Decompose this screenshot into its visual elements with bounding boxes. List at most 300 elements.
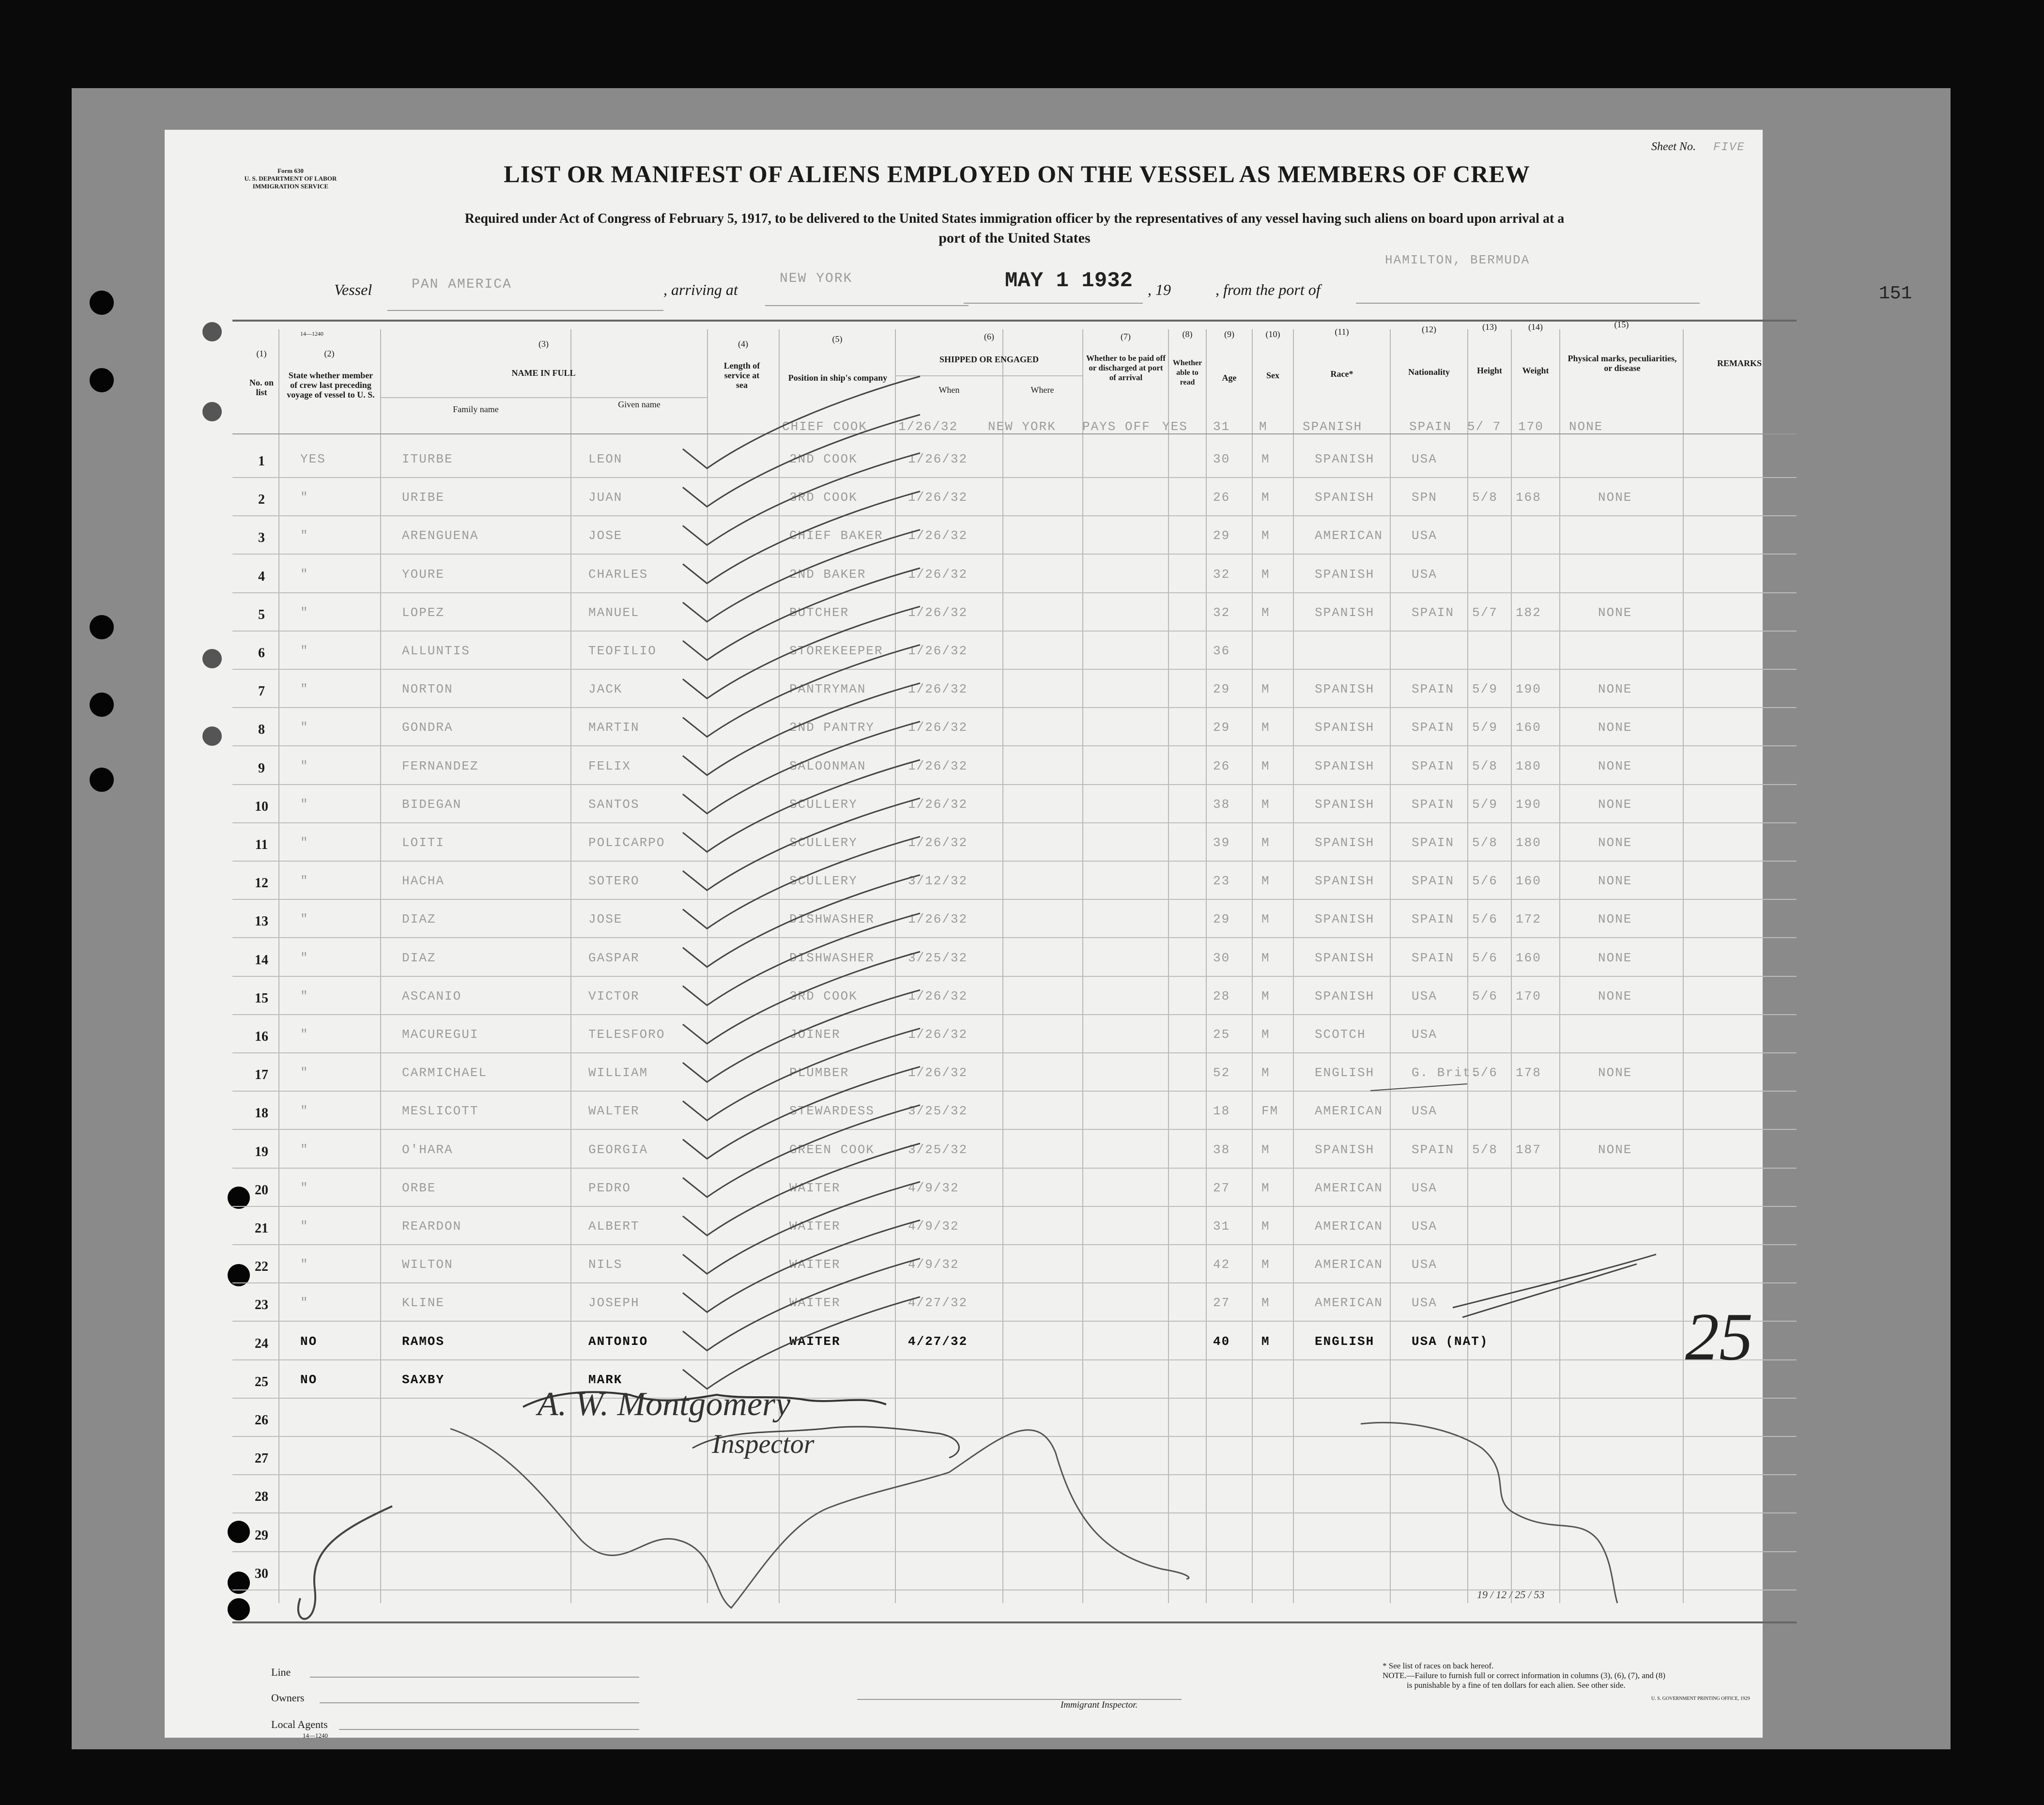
- fine-note: is punishable by a fine of ten dollars for each alien. See other side.: [1407, 1681, 1626, 1690]
- cell-sex: M: [1261, 1257, 1270, 1272]
- cell-when: 1/26/32: [908, 644, 968, 658]
- cell-sex: M: [1261, 1027, 1270, 1042]
- family-name-header: Family name: [453, 404, 499, 414]
- cell-prev: ": [300, 1027, 309, 1042]
- arriving-value: NEW YORK: [780, 271, 853, 286]
- row-rule: [232, 1321, 1797, 1322]
- cell-when: 1/26/32: [908, 912, 968, 927]
- row-number: 15: [255, 990, 268, 1006]
- vessel-value: PAN AMERICA: [412, 277, 512, 292]
- cell-family: RAMOS: [402, 1334, 445, 1349]
- binder-hole: [90, 693, 114, 717]
- row-rule: [232, 1014, 1797, 1015]
- cell-given: LEON: [588, 452, 623, 466]
- date-underline: [964, 303, 1143, 304]
- row-number: 29: [255, 1527, 268, 1543]
- cell-given: WALTER: [588, 1104, 640, 1119]
- cell-family: LOPEZ: [402, 605, 445, 620]
- cell-sex: M: [1261, 1296, 1270, 1311]
- cell-nationality: USA: [1412, 452, 1437, 466]
- row-number: 3: [258, 530, 265, 546]
- cell-weight: 172: [1516, 912, 1541, 927]
- cell-prev: ": [300, 835, 309, 850]
- cell-race: AMERICAN: [1315, 1219, 1383, 1234]
- handwritten-tally: 19 / 12 / 25 / 53: [1477, 1589, 1545, 1601]
- cell-prev: ": [300, 1219, 309, 1234]
- cell-height: 5/6: [1472, 988, 1498, 1003]
- failure-note: NOTE.—Failure to furnish full or correct information in columns (3), (6), (7), and (8): [1383, 1671, 1665, 1680]
- cell-nationality: USA (NAT): [1412, 1334, 1489, 1349]
- row-rule: [232, 1589, 1797, 1590]
- row-number: 26: [255, 1413, 268, 1428]
- cell-sex: M: [1261, 874, 1270, 889]
- col-7-number: (7): [1121, 332, 1131, 341]
- row-number: 17: [255, 1067, 268, 1083]
- row-rule: [232, 937, 1797, 938]
- top-position: CHIEF COOK: [782, 419, 868, 434]
- cell-prev: ": [300, 490, 309, 505]
- binder-hole: [202, 402, 222, 421]
- cell-when: 1/26/32: [908, 452, 968, 466]
- cell-weight: 160: [1516, 874, 1541, 889]
- cell-height: 5/6: [1472, 912, 1498, 927]
- cell-prev: NO: [300, 1334, 318, 1349]
- from-value: HAMILTON, BERMUDA: [1385, 253, 1530, 267]
- cell-age: 30: [1213, 452, 1230, 466]
- cell-when: 3/25/32: [908, 1142, 968, 1157]
- cell-when: 1/26/32: [908, 835, 968, 850]
- cell-marks: NONE: [1598, 720, 1632, 735]
- col-15-header: Physical marks, peculiarities, or disease: [1568, 354, 1677, 373]
- cell-prev: ": [300, 605, 309, 620]
- footer-line-rule: [310, 1677, 639, 1678]
- cell-family: URIBE: [402, 490, 445, 505]
- col-15-number: (15): [1614, 320, 1629, 329]
- cell-race: SPANISH: [1315, 758, 1375, 773]
- cell-family: ITURBE: [402, 452, 453, 466]
- row-number: 7: [258, 684, 265, 699]
- cell-sex: M: [1261, 605, 1270, 620]
- col-4-header: Length of service at sea: [723, 361, 760, 390]
- cell-height: 5/6: [1472, 1065, 1498, 1080]
- cell-age: 23: [1213, 874, 1230, 889]
- row-number: 21: [255, 1221, 268, 1236]
- cell-family: LOITI: [402, 835, 445, 850]
- row-number: 12: [255, 876, 268, 891]
- left-form-code: 14—1240: [300, 330, 323, 337]
- cell-given: SANTOS: [588, 797, 640, 812]
- footer-line-label: Line: [271, 1666, 291, 1678]
- cell-family: SAXBY: [402, 1372, 445, 1387]
- cell-prev: ": [300, 1065, 309, 1080]
- col-3-number: (3): [538, 339, 549, 349]
- row-number: 14: [255, 952, 268, 968]
- col-1-number: (1): [256, 349, 267, 358]
- cell-marks: NONE: [1598, 835, 1632, 850]
- row-rule: [232, 976, 1797, 977]
- cell-when: 3/25/32: [908, 1104, 968, 1119]
- cell-family: NORTON: [402, 682, 453, 697]
- cell-given: ANTONIO: [588, 1334, 648, 1349]
- row-rule: [232, 1244, 1797, 1245]
- cell-family: MESLICOTT: [402, 1104, 479, 1119]
- cell-age: 29: [1213, 720, 1230, 735]
- cell-nationality: SPAIN: [1412, 605, 1455, 620]
- col-1-header: No. on list: [249, 378, 274, 397]
- row-number: 13: [255, 914, 268, 929]
- row-rule: [232, 1474, 1797, 1475]
- row-number: 2: [258, 492, 265, 508]
- cell-when: 1/26/32: [908, 490, 968, 505]
- cell-sex: M: [1261, 528, 1270, 543]
- cell-prev: ": [300, 720, 309, 735]
- page-number: 151: [1879, 283, 1912, 304]
- cell-given: MANUEL: [588, 605, 640, 620]
- cell-sex: M: [1261, 567, 1270, 582]
- cell-prev: ": [300, 988, 309, 1003]
- cell-race: AMERICAN: [1315, 1257, 1383, 1272]
- cell-sex: M: [1261, 452, 1270, 466]
- row-number: 25: [255, 1374, 268, 1389]
- cell-given: NILS: [588, 1257, 623, 1272]
- cell-sex: M: [1261, 950, 1270, 965]
- cell-position: DISHWASHER: [789, 912, 875, 927]
- cell-age: 26: [1213, 490, 1230, 505]
- cell-height: 5/7: [1472, 605, 1498, 620]
- cell-given: MARK: [588, 1372, 623, 1387]
- cell-age: 38: [1213, 797, 1230, 812]
- sheet-value: FIVE: [1713, 141, 1745, 154]
- col-4-number: (4): [738, 339, 748, 349]
- cell-position: 3RD COOK: [789, 988, 858, 1003]
- inspector-label: Immigrant Inspector.: [1060, 1700, 1138, 1710]
- cell-nationality: USA: [1412, 1219, 1437, 1234]
- sheet-label: Sheet No.: [1651, 140, 1696, 153]
- cell-when: 4/27/32: [908, 1334, 968, 1349]
- top-when: 1/26/32: [898, 419, 958, 434]
- cell-given: JUAN: [588, 490, 623, 505]
- col-rule: [1467, 329, 1468, 1603]
- cell-age: 38: [1213, 1142, 1230, 1157]
- cell-sex: M: [1261, 797, 1270, 812]
- cell-sex: M: [1261, 835, 1270, 850]
- col-2-header: State whether member of crew last preceding voyage of vessel to U. S.: [287, 370, 375, 400]
- row-rule: [232, 477, 1797, 478]
- row-number: 9: [258, 760, 265, 776]
- cell-nationality: SPAIN: [1412, 912, 1455, 927]
- cell-race: AMERICAN: [1315, 528, 1383, 543]
- cell-race: AMERICAN: [1315, 1104, 1383, 1119]
- cell-marks: NONE: [1598, 912, 1632, 927]
- cell-family: BIDEGAN: [402, 797, 462, 812]
- subtitle-line-2: port of the United States: [938, 230, 1091, 246]
- row-number: 16: [255, 1029, 268, 1044]
- cell-height: 5/8: [1472, 1142, 1498, 1157]
- binder-hole: [228, 1598, 250, 1620]
- vessel-label: Vessel: [334, 281, 372, 298]
- col-13-number: (13): [1482, 322, 1497, 332]
- cell-position: JOINER: [789, 1027, 841, 1042]
- col-rule: [278, 329, 279, 1603]
- printer-note: U. S. GOVERNMENT PRINTING OFFICE, 1929: [1651, 1696, 1750, 1701]
- handwritten-inspector: Inspector: [712, 1429, 815, 1459]
- cell-prev: ": [300, 644, 309, 658]
- row-rule: [232, 784, 1797, 785]
- cell-marks: NONE: [1598, 1142, 1632, 1157]
- binder-hole: [202, 322, 222, 341]
- cell-when: 4/9/32: [908, 1257, 959, 1272]
- cell-when: 4/9/32: [908, 1219, 959, 1234]
- cell-given: ALBERT: [588, 1219, 640, 1234]
- cell-weight: 170: [1516, 988, 1541, 1003]
- cell-position: PLUMBER: [789, 1065, 849, 1080]
- cell-position: WAITER: [789, 1180, 841, 1195]
- col-8-number: (8): [1182, 329, 1193, 339]
- row-rule: [232, 1129, 1797, 1130]
- cell-family: ASCANIO: [402, 988, 462, 1003]
- row-number: 8: [258, 722, 265, 738]
- cell-marks: NONE: [1598, 988, 1632, 1003]
- cell-age: 18: [1213, 1104, 1230, 1119]
- cell-when: 1/26/32: [908, 758, 968, 773]
- cell-race: AMERICAN: [1315, 1180, 1383, 1195]
- cell-weight: 160: [1516, 950, 1541, 965]
- cell-race: ENGLISH: [1315, 1334, 1375, 1349]
- row-rule: [232, 745, 1797, 746]
- given-name-header: Given name: [618, 400, 661, 409]
- cell-marks: NONE: [1598, 1065, 1632, 1080]
- row-number: 28: [255, 1489, 268, 1505]
- form-identifier: [228, 167, 353, 190]
- cell-position: 3RD COOK: [789, 490, 858, 505]
- row-number: 22: [255, 1259, 268, 1275]
- cell-nationality: USA: [1412, 1257, 1437, 1272]
- service-name: IMMIGRATION SERVICE: [252, 183, 329, 190]
- table-bottom-border: [232, 1621, 1797, 1623]
- cell-family: ALLUNTIS: [402, 644, 470, 658]
- cell-age: 32: [1213, 567, 1230, 582]
- col-rule: [1390, 329, 1391, 1603]
- cell-family: YOURE: [402, 567, 445, 582]
- cell-position: BUTCHER: [789, 605, 849, 620]
- row-number: 18: [255, 1106, 268, 1121]
- subtitle-line-1: Required under Act of Congress of February 5, 1917, to be delivered to the United States immigration officer by the representatives of any vessel having such aliens on board upon arrival at a: [464, 211, 1565, 226]
- cell-race: SPANISH: [1315, 950, 1375, 965]
- cell-height: 5/8: [1472, 835, 1498, 850]
- cell-prev: ": [300, 797, 309, 812]
- col-rule: [1511, 329, 1512, 1603]
- date-stamp: MAY 1 1932: [1005, 269, 1133, 293]
- col-12-number: (12): [1422, 324, 1436, 334]
- row-rule: [232, 1052, 1797, 1053]
- cell-race: SPANISH: [1315, 988, 1375, 1003]
- col-7-header: Whether to be paid off or discharged at port of arrival: [1086, 354, 1166, 382]
- nineteen-label: , 19: [1148, 281, 1171, 298]
- col-rule: [1559, 329, 1560, 1603]
- row-number: 4: [258, 569, 265, 584]
- cell-given: JACK: [588, 682, 623, 697]
- cell-race: ENGLISH: [1315, 1065, 1375, 1080]
- cell-position: WAITER: [789, 1296, 841, 1311]
- cell-family: FERNANDEZ: [402, 758, 479, 773]
- row-rule: [232, 1091, 1797, 1092]
- cell-sex: M: [1261, 1219, 1270, 1234]
- top-age: 31: [1213, 419, 1230, 434]
- cell-family: CARMICHAEL: [402, 1065, 488, 1080]
- col-rule: [1002, 329, 1003, 1603]
- cell-age: 39: [1213, 835, 1230, 850]
- cell-age: 25: [1213, 1027, 1230, 1042]
- cell-family: HACHA: [402, 874, 445, 889]
- top-where: NEW YORK: [988, 419, 1056, 434]
- arriving-underline: [765, 305, 968, 306]
- cell-position: 2ND BAKER: [789, 567, 866, 582]
- row-number: 24: [255, 1336, 268, 1351]
- cell-family: GONDRA: [402, 720, 453, 735]
- col-10-header: Sex: [1266, 370, 1279, 380]
- col-rule: [1168, 329, 1169, 1603]
- row-rule: [232, 1551, 1797, 1552]
- cell-family: REARDON: [402, 1219, 462, 1234]
- cell-family: WILTON: [402, 1257, 453, 1272]
- cell-when: 1/26/32: [908, 567, 968, 582]
- cell-given: JOSE: [588, 912, 623, 927]
- row-rule: [232, 1282, 1797, 1283]
- col-8-header: Whether able to read: [1172, 359, 1202, 386]
- col-rule: [1252, 329, 1253, 1603]
- cell-nationality: USA: [1412, 1104, 1437, 1119]
- row-rule: [232, 1359, 1797, 1360]
- cell-position: WAITER: [789, 1334, 841, 1349]
- top-weight: 170: [1518, 419, 1544, 434]
- row-number: 10: [255, 799, 268, 814]
- cell-age: 27: [1213, 1296, 1230, 1311]
- cell-when: 1/26/32: [908, 1027, 968, 1042]
- col-rule: [895, 329, 896, 1603]
- cell-when: 3/12/32: [908, 874, 968, 889]
- cell-race: SPANISH: [1315, 912, 1375, 927]
- binder-hole: [90, 368, 114, 392]
- col-14-number: (14): [1528, 322, 1543, 332]
- cell-nationality: SPAIN: [1412, 1142, 1455, 1157]
- cell-prev: ": [300, 1296, 309, 1311]
- cell-given: PEDRO: [588, 1180, 631, 1195]
- col-3-header: NAME IN FULL: [511, 368, 576, 378]
- cell-age: 40: [1213, 1334, 1230, 1349]
- cell-given: VICTOR: [588, 988, 640, 1003]
- cell-given: JOSE: [588, 528, 623, 543]
- cell-height: 5/9: [1472, 720, 1498, 735]
- col-6-header: SHIPPED OR ENGAGED: [939, 355, 1039, 364]
- cell-sex: M: [1261, 1065, 1270, 1080]
- cell-race: SPANISH: [1315, 797, 1375, 812]
- cell-position: WAITER: [789, 1257, 841, 1272]
- binder-hole: [90, 615, 114, 639]
- cell-height: 5/8: [1472, 490, 1498, 505]
- cell-position: PANTRYMAN: [789, 682, 866, 697]
- port-underline: [1356, 303, 1700, 304]
- col-13-header: Height: [1477, 366, 1502, 375]
- row-rule: [232, 592, 1797, 593]
- cell-race: SPANISH: [1315, 874, 1375, 889]
- cell-family: DIAZ: [402, 912, 436, 927]
- row-rule: [232, 861, 1797, 862]
- cell-position: CHIEF BAKER: [789, 528, 883, 543]
- row-rule: [232, 554, 1797, 555]
- cell-when: 1/26/32: [908, 720, 968, 735]
- row-rule: [232, 669, 1797, 670]
- cell-weight: 178: [1516, 1065, 1541, 1080]
- cell-given: CHARLES: [588, 567, 648, 582]
- cell-family: MACUREGUI: [402, 1027, 479, 1042]
- cell-height: 5/9: [1472, 682, 1498, 697]
- cell-weight: 180: [1516, 835, 1541, 850]
- cell-given: GEORGIA: [588, 1142, 648, 1157]
- row-rule: [232, 707, 1797, 708]
- cell-race: SPANISH: [1315, 452, 1375, 466]
- col-rule: [380, 329, 381, 1603]
- cell-when: 4/9/32: [908, 1180, 959, 1195]
- col-14-header: Weight: [1522, 366, 1549, 375]
- cell-prev: NO: [300, 1372, 318, 1387]
- cell-age: 31: [1213, 1219, 1230, 1234]
- name-subheader-rule: [381, 397, 707, 398]
- cell-nationality: SPN: [1412, 490, 1437, 505]
- cell-position: SCULLERY: [789, 797, 858, 812]
- cell-nationality: SPAIN: [1412, 682, 1455, 697]
- footer-agents-code: 14—1240: [303, 1732, 328, 1739]
- cell-sex: M: [1261, 1334, 1270, 1349]
- cell-age: 52: [1213, 1065, 1230, 1080]
- cell-family: ORBE: [402, 1180, 436, 1195]
- top-paid: PAYS OFF: [1082, 419, 1151, 434]
- cell-given: MARTIN: [588, 720, 640, 735]
- handwritten-signature: A. W. Montgomery: [538, 1386, 791, 1423]
- row-rule: [232, 899, 1797, 900]
- cell-race: AMERICAN: [1315, 1296, 1383, 1311]
- col-9-number: (9): [1224, 329, 1234, 339]
- cell-nationality: SPAIN: [1412, 797, 1455, 812]
- cell-given: GASPAR: [588, 950, 640, 965]
- cell-age: 42: [1213, 1257, 1230, 1272]
- cell-given: SOTERO: [588, 874, 640, 889]
- cell-prev: ": [300, 1180, 309, 1195]
- cell-position: SCULLERY: [789, 874, 858, 889]
- row-rule: [232, 1398, 1797, 1399]
- arriving-label: , arriving at: [663, 281, 738, 298]
- cell-prev: YES: [300, 452, 326, 466]
- col-6-number: (6): [984, 332, 994, 341]
- row-number: 5: [258, 607, 265, 622]
- vessel-line: [334, 281, 372, 299]
- shipped-subheader-rule: [895, 375, 1082, 376]
- cell-nationality: SPAIN: [1412, 950, 1455, 965]
- cell-height: 5/8: [1472, 758, 1498, 773]
- cell-family: KLINE: [402, 1296, 445, 1311]
- col-rule: [1683, 329, 1684, 1603]
- cell-position: SALOONMAN: [789, 758, 866, 773]
- cell-age: 26: [1213, 758, 1230, 773]
- cell-sex: M: [1261, 682, 1270, 697]
- cell-age: 29: [1213, 682, 1230, 697]
- cell-prev: ": [300, 1104, 309, 1119]
- department-name: U. S. DEPARTMENT OF LABOR: [244, 175, 337, 182]
- top-race: SPANISH: [1303, 419, 1363, 434]
- cell-prev: ": [300, 874, 309, 889]
- top-height: 5/ 7: [1467, 419, 1502, 434]
- remarks-header: REMARKS: [1717, 358, 1762, 368]
- row-number: 23: [255, 1297, 268, 1313]
